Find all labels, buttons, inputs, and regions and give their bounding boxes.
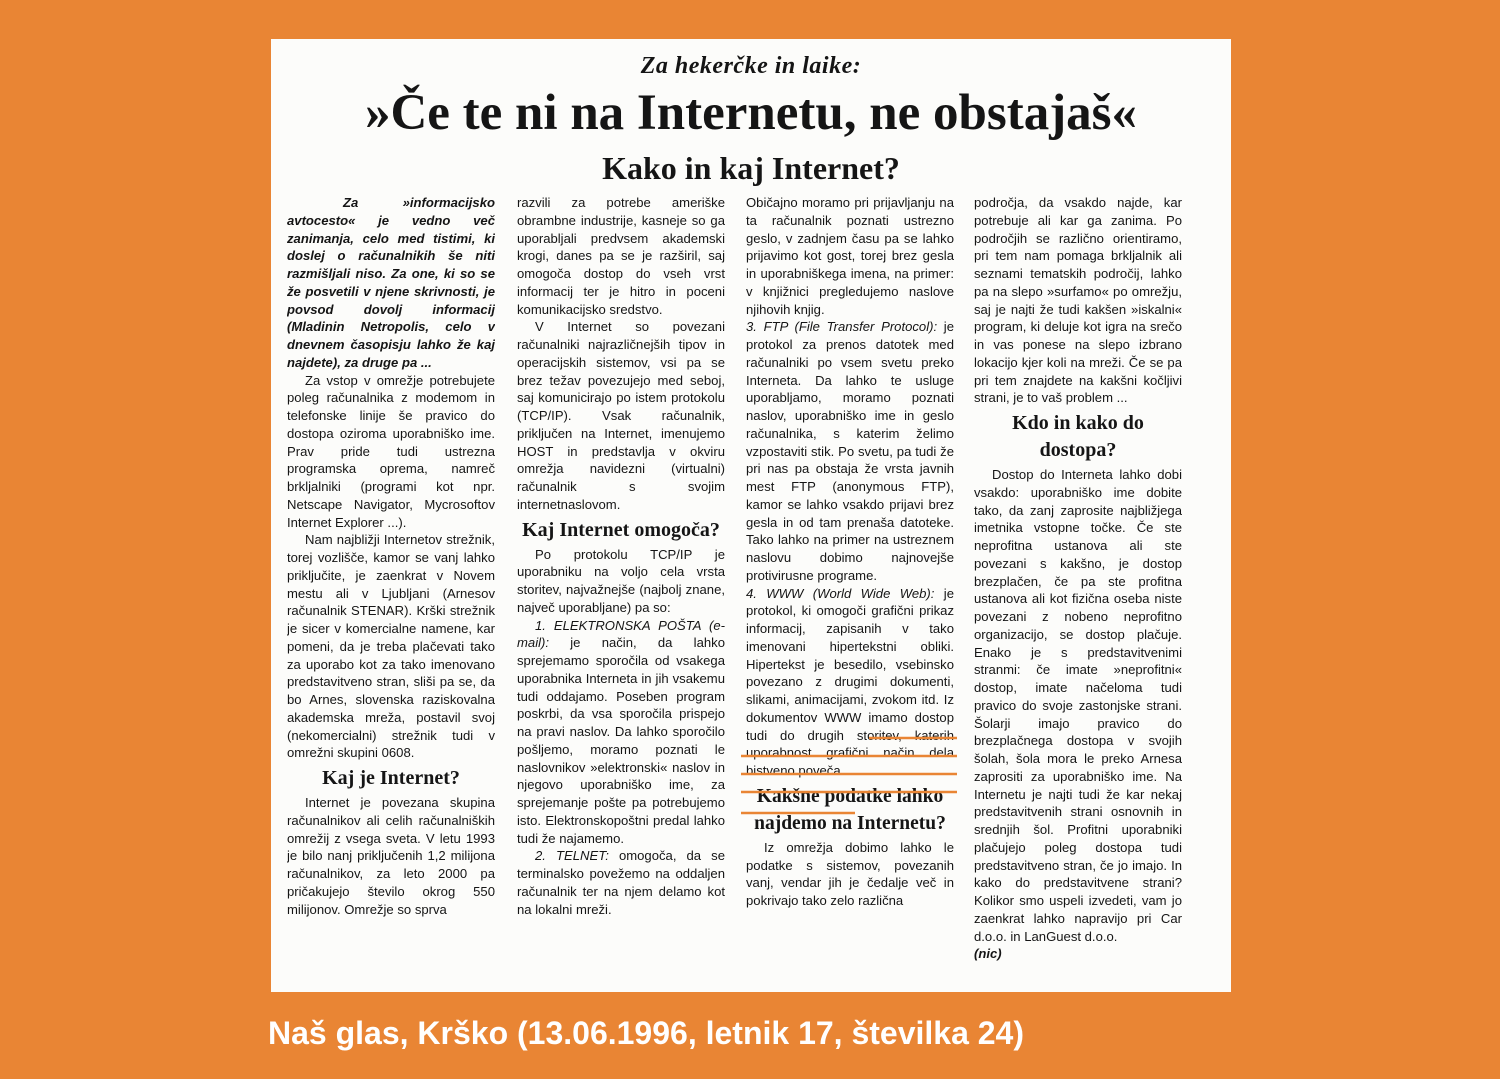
- paragraph: Internet je povezana skupina računalnikov ali celih računalniških omrežij z vsega sveta. V letu 1993 je bilo nanj priključenih 1,2 milijona računalnikov, za leto 2000 pa pričakujejo število okrog 550 milijonov. Omrežje so sprva: [287, 795, 495, 917]
- lead-paragraph: Za »informacijsko avtocesto« je vedno več zanimanja, celo med tistimi, ki doslej o računalnikih še niti razmišljali niso. Za one, ki so se že posvetili v njene skrivnosti, je povsod dovolj informacij (Mladinin Netropolis, celo v dnevnem časopisju lahko že kaj najdete), za druge pa ...: [287, 195, 495, 370]
- paragraph: razvili za potrebe ameriške obrambne industrije, kasneje so ga uporabljali predvsem akademski krogi, danes pa se je razširil, saj omogoča dostop do vseh vrst informacij ter je hitro in poceni komunikacijsko sredstvo.: [517, 195, 725, 317]
- paragraph: Nam najbližji Internetov strežnik, torej vozlišče, kamor se vanj lahko priključite, je zaenkrat v Novem mestu ali v Ljubljani (Arnesov računalnik STENAR). Krški strežnik je sicer v komercialne namene, kar pomeni, da je treba plačevati tako za uporabo kot za tako imenovano predstavitveno stran, sliši pa se, da bo Arnes, slovenska raziskovalna akademska mreža, postavil svoj (nekomercialni) strežnik tudi v omrežni skupini 0608.: [287, 532, 495, 761]
- newspaper-clipping: [271, 39, 1231, 992]
- article-kicker: Za hekerčke in laike:: [640, 53, 862, 79]
- paragraph-www: [746, 585, 954, 780]
- source-caption: Naš glas, Krško (13.06.1996, letnik 17, številka 24): [268, 1015, 1024, 1051]
- item-text: je protokol za prenos datotek med računalniki po vsem svetu preko Interneta. Da lahko te usluge uporabljamo, moramo poznati naslov, uporabniško ime in geslo računalnika, s katerim želimo vzpostaviti stik. Po svetu, pa tudi že pri nas pa obstaja že vrsta javnih mest FTP (anonymous FTP), kamor se lahko vsakdo prijavi brez gesla in od tam prenaša datoteke. Tako lahko na primer na ustreznem naslovu dobimo najnovejše protivirusne programe.: [746, 319, 954, 583]
- article-column-2: [517, 194, 725, 992]
- section-heading-kaj-je-internet: Kaj je Internet?: [322, 767, 460, 789]
- article-headline: »Če te ni na Internetu, ne obstajaš«: [364, 85, 1138, 141]
- article-column-1: [287, 194, 495, 992]
- paragraph: Običajno moramo pri prijavljanju na ta računalnik poznati ustrezno geslo, v zadnjem času pa se lahko prijavimo kot gost, torej brez gesla in uporabniškega imena, na primer: v knjižnici pregledujemo naslove njihovih knjig.: [746, 195, 954, 317]
- article-column-4: [974, 194, 1182, 992]
- item-label: 2. TELNET:: [535, 848, 609, 864]
- item-label: 3. FTP (File Transfer Protocol):: [746, 319, 938, 335]
- item-text: omogoča, da se terminalsko povežemo na oddaljen računalnik ter na njem delamo kot na lokalni mreži.: [517, 848, 725, 917]
- article-column-3: [746, 194, 954, 992]
- paragraph-email: [517, 617, 725, 848]
- item-text: je protokol, ki omogoči grafični prikaz informacij, zapisanih v tako imenovani hipertekstni obliki. Hipertekst je besedilo, vsebinsko povezano z drugimi dokumenti, slikami, animacijami, zvokom itd. Iz dokumentov WWW imamo dostop tudi do drugih storitev, katerih uporabnost grafični način dela bistveno poveča.: [746, 585, 954, 778]
- paragraph: Za vstop v omrežje potrebujete poleg računalnika z modemom in telefonske linije še pravico do dostopa oziroma uporabniško ime. Prav pride tudi ustrezna programska oprema, namreč brkljalniki (programi kot npr. Netscape Navigator, Mycrosoftov Internet Explorer ...).: [287, 372, 495, 530]
- item-label: 1. ELEKTRONSKA POŠTA (e-mail):: [517, 617, 725, 651]
- paragraph: Dostop do Interneta lahko dobi vsakdo: uporabniško ime dobite tako, da zanj zaprosite najbližjega imetnika vstopne točke. Če ste neprofitna ustanova ali ste povezani s kakšno, je dostop brezplačen, če pa ste profitna ustanova ali kot fizična oseba niste povezani z nobeno neprofitno organizacijo, se dostop plačuje. Enako je s predstavitvenimi stranmi: če imate »neprofitni« dostop, imate načeloma tudi pravico do svoje zastonjske strani. Šolarji imajo pravico do brezplačnega dostopa v svojih šolah, šola mora le preko Arnesa zaprositi za uporabniško ime. Na Internetu je najti tudi že kar nekaj predstavitvenih strani osnovnih in srednjih šol. Profitni uporabniki plačujejo poleg dostopa tudi predstavitveno stran, če jo imajo. In kako do predstavitvene strani? Kolikor smo uspeli izvedeti, vam jo zaenkrat lahko napravijo pri Car d.o.o. in LanGuest d.o.o.: [974, 467, 1182, 944]
- paragraph-telnet: [517, 847, 725, 918]
- article-subhead: Kako in kaj Internet?: [602, 150, 900, 186]
- paragraph: področja, da vsakdo najde, kar potrebuje ali kar ga zanima. Po področjih se različno orientiramo, pri tem nam pomaga brkljalnik ali seznami tematskih področij, lahko pa na slepo »surfamo« po omrežju, saj je najti že tudi kakšen »iskalni« program, ki deluje kot igra na srečo in vas ponese na slepo izbrano lokacijo kjer koli na mreži. Če se pa pri tem znajdete na kakšni kočljivi strani, je to vaš problem ...: [974, 195, 1182, 406]
- item-text: je način, da lahko sprejemamo sporočila od vsakega uporabnika Interneta in jih vsakemu tudi oddajamo. Poseben program poskrbi, da vsa sporočila prispejo na pravi naslov. Da lahko sporočilo pošljemo, moramo poznati le naslovnikov »elektronski« naslov in njegovo uporabniško ime, za sprejemanje pošte pa potrebujemo isto. Elektronskopoštni predal lahko tudi že najamemo.: [517, 635, 725, 846]
- paragraph: Iz omrežja dobimo lahko le podatke s sistemov, povezanih vanj, vendar jih je čedalje več in pokrivajo tako zelo različna: [746, 839, 954, 908]
- section-heading-kdo-in-kako: Kdo in kako do dostopa?: [1012, 412, 1144, 461]
- item-label: 4. WWW (World Wide Web):: [746, 585, 935, 601]
- section-heading-kaksne-podatke: Kakšne podatke lahko najdemo na Internetu?: [754, 785, 946, 834]
- section-heading-kaj-internet-omogoca: Kaj Internet omogoča?: [522, 518, 720, 541]
- paragraph: V Internet so povezani računalniki najrazličnejših tipov in operacijskih sistemov, vsi pa se brez težav povezujejo med seboj, saj komunicirajo po istem protokolu (TCP/IP). Vsak računalnik, priključen na Internet, imenujemo HOST in predstavlja v okviru omrežja navidezni (virtualni) računalnik s svojim internetnaslovom.: [517, 319, 725, 512]
- paragraph: Po protokolu TCP/IP je uporabniku na voljo cela vrsta storitev, najvažnejše (najbolj znane, največ uporabljane) pa so:: [517, 546, 725, 615]
- author-signature: (nic): [974, 946, 1002, 962]
- paragraph-ftp: [746, 318, 954, 584]
